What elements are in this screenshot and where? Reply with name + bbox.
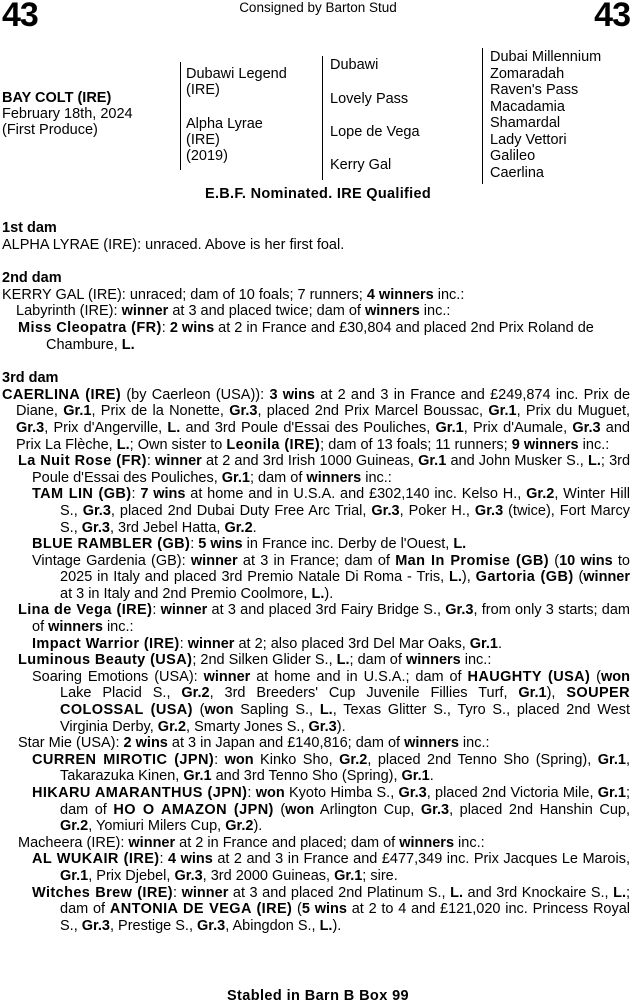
pedigree-bracket-3	[482, 48, 483, 184]
pedigree-granddam: Lovely Pass	[330, 91, 409, 107]
horse-description: BAY COLT (IRE)	[2, 90, 112, 106]
pedigree-dam-sire: Lope de Vega	[330, 124, 420, 140]
first-dam-text: ALPHA LYRAE (IRE): unraced. Above is her first foal.	[2, 236, 345, 253]
pedigree-entry: Luminous Beauty (USA); 2nd Silken Glider S., L.; dam of winners inc.:	[18, 652, 492, 669]
nominations: E.B.F. Nominated. IRE Qualified	[204, 186, 432, 202]
pedigree-sire: Dubawi Legend (IRE)	[186, 66, 287, 98]
second-dam-heading: 2nd dam	[2, 270, 62, 287]
horse-summary	[2, 90, 133, 138]
pedigree-entry: CAERLINA (IRE) (by Caerleon (USA)): 3 wins at 2 and 3 in France and £249,874 inc. Prix de Diane, Gr.1, Prix de la Nonette, Gr.3, placed 2nd Prix Marcel Boussac, Gr.1, Prix du Muguet, Gr.3, Prix d'Angerville, L. and 3rd Poule d'Essai des Pouliches, Gr.1, Prix d'Aumale, Gr.3 and Prix La Flèche, L.; Own sister to Leonila (IRE); dam of 13 foals; 11 runners; 9 winners inc.:	[2, 386, 631, 453]
pedigree-grandsire: Dubawi	[330, 57, 379, 73]
pedigree-entry: Labyrinth (IRE): winner at 3 and placed twice; dam of winners inc.:	[16, 303, 451, 320]
consignor: Consigned by Barton Stud	[239, 0, 397, 15]
pedigree-entry: TAM LIN (GB): 7 wins at home and in U.S.A. and £302,140 inc. Kelso H., Gr.2, Winter Hill S., Gr.3, placed 2nd Dubai Duty Free Arc Trial, Gr.3, Poker H., Gr.3 (twice), Fort Marcy S., Gr.3, 3rd Jebel Hatta, Gr.2.	[32, 486, 631, 536]
pedigree-entry: AL WUKAIR (IRE): 4 wins at 2 and 3 in France and £477,349 inc. Prix Jacques Le Marois, Gr.1, Prix Djebel, Gr.3, 3rd 2000 Guineas, Gr.1; sire.	[32, 851, 630, 884]
pedigree-entry: Witches Brew (IRE): winner at 3 and placed 2nd Platinum S., L. and 3rd Knockaire S., L.; dam of ANTONIA DE VEGA (IRE) (5 wins at 2 to 4 and £121,020 inc. Princess Royal S., Gr.3, Prestige S., Gr.3, Abingdon S., L.).	[32, 884, 631, 934]
pedigree-entry: HIKARU AMARANTHUS (JPN): won Kyoto Himba S., Gr.3, placed 2nd Victoria Mile, Gr.1; dam of HO O AMAZON (JPN) (won Arlington Cup, Gr.3, placed 2nd Hanshin Cup, Gr.2, Yomiuri Milers Cup, Gr.2).	[32, 785, 630, 835]
pedigree-bracket-1	[180, 62, 181, 170]
stabling-info: Stabled in Barn B Box 99	[226, 988, 410, 1004]
pedigree-entry: Impact Warrior (IRE): winner at 2; also placed 3rd Del Mar Oaks, Gr.1.	[32, 635, 503, 652]
pedigree-entry: Macheera (IRE): winner at 2 in France and placed; dam of winners inc.:	[18, 834, 485, 851]
catalogue-page	[2, 220, 630, 934]
lot-number-right: 43	[594, 0, 630, 34]
third-dam-heading: 3rd dam	[2, 370, 59, 387]
produce-note: (First Produce)	[2, 122, 98, 138]
pedigree-dam: Alpha Lyrae (IRE) (2019)	[186, 116, 263, 164]
pedigree-entry: La Nuit Rose (FR): winner at 2 and 3rd Irish 1000 Guineas, Gr.1 and John Musker S., L.; 3rd Poule d'Essai des Pouliches, Gr.1; dam of winners inc.:	[18, 453, 631, 486]
pedigree-great-grandparents: Dubai Millennium Zomaradah Raven's Pass Macadamia Shamardal Lady Vettori Galileo Caerlina	[490, 49, 602, 181]
pedigree-entry: CURREN MIROTIC (JPN): won Kinko Sho, Gr.2, placed 2nd Tenno Sho (Spring), Gr.1, Takarazuka Kinen, Gr.1 and 3rd Tenno Sho (Spring), Gr.1.	[32, 751, 631, 785]
pedigree-second-dam: Kerry Gal	[330, 157, 392, 173]
pedigree-bracket-2	[322, 56, 323, 180]
lot-number-left: 43	[2, 0, 38, 34]
pedigree-entry: Miss Cleopatra (FR): 2 wins at 2 in France and £30,804 and placed 2nd Prix Roland de Chambure, L.	[18, 319, 594, 353]
foaling-date: February 18th, 2024	[2, 106, 133, 122]
second-dam-text: KERRY GAL (IRE): unraced; dam of 10 foals; 7 runners; 4 winners inc.:	[2, 286, 465, 303]
pedigree-entry: Lina de Vega (IRE): winner at 3 and placed 3rd Fairy Bridge S., Gr.3, from only 3 starts; dam of winners inc.:	[18, 602, 631, 636]
pedigree-entry: Vintage Gardenia (GB): winner at 3 in France; dam of Man In Promise (GB) (10 wins to 2025 in Italy and placed 3rd Premio Natale Di Roma - Tris, L.), Gartoria (GB) (winner at 3 in Italy and 2nd Premio Coolmore, L.).	[32, 552, 631, 602]
pedigree-entry: BLUE RAMBLER (GB): 5 wins in France inc. Derby de l'Ouest, L.	[32, 536, 467, 553]
pedigree-entry: Star Mie (USA): 2 wins at 3 in Japan and £140,816; dam of winners inc.:	[18, 735, 490, 752]
first-dam-heading: 1st dam	[2, 220, 57, 236]
pedigree-entry: Soaring Emotions (USA): winner at home and in U.S.A.; dam of HAUGHTY (USA) (won Lake Placid S., Gr.2, 3rd Breeders' Cup Juvenile Fillies Turf, Gr.1), SOUPER COLOSSAL (USA) (won Sapling S., L., Texas Glitter S., Tyro S., placed 2nd West Virginia Derby, Gr.2, Smarty Jones S., Gr.3).	[32, 668, 631, 735]
